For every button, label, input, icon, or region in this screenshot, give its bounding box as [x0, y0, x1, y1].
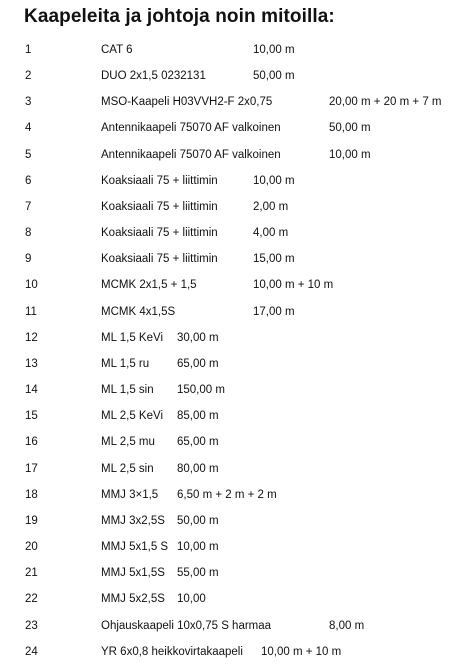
item-number: 13 [25, 358, 38, 370]
item-number: 10 [25, 279, 38, 291]
item-number: 3 [25, 96, 32, 108]
list-item [0, 512, 460, 530]
item-length: 6,50 m + 2 m + 2 m [177, 489, 277, 501]
list-item [0, 590, 460, 608]
item-number: 22 [25, 593, 38, 605]
item-length: 10,00 m [329, 149, 371, 161]
item-number: 9 [25, 253, 32, 265]
item-length: 10,00 [177, 593, 206, 605]
item-number: 14 [25, 384, 38, 396]
item-length: 2,00 m [253, 201, 289, 213]
list-item [0, 303, 460, 321]
item-name: ML 1,5 KeVi [101, 332, 164, 344]
item-length: 80,00 m [177, 463, 219, 475]
item-name: MMJ 3×1,5 [101, 489, 159, 501]
item-name: CAT 6 [101, 44, 133, 56]
item-number: 5 [25, 149, 32, 161]
item-number: 19 [25, 515, 38, 527]
list-item [0, 276, 460, 294]
item-name: MCMK 4x1,5S [101, 306, 176, 318]
list-item [0, 250, 460, 268]
item-number: 15 [25, 410, 38, 422]
item-length: 50,00 m [329, 122, 371, 134]
item-length: 50,00 m [177, 515, 219, 527]
item-length: 65,00 m [177, 436, 219, 448]
list-item [0, 172, 460, 190]
item-number: 16 [25, 436, 38, 448]
item-length: 15,00 m [253, 253, 295, 265]
item-length: 55,00 m [177, 567, 219, 579]
item-name: Koaksiaali 75 + liittimin [101, 201, 218, 213]
list-item [0, 407, 460, 425]
item-name: ML 2,5 mu [101, 436, 155, 448]
item-length: 10,00 m + 10 m [253, 279, 334, 291]
item-length: 8,00 m [329, 620, 365, 632]
item-name: MMJ 3x2,5S [101, 515, 165, 527]
item-length: 65,00 m [177, 358, 219, 370]
item-name: Antennikaapeli 75070 AF valkoinen [101, 122, 281, 134]
item-number: 7 [25, 201, 32, 213]
item-name: ML 2,5 KeVi [101, 410, 164, 422]
item-name: Koaksiaali 75 + liittimin [101, 227, 218, 239]
list-item [0, 224, 460, 242]
item-name: Koaksiaali 75 + liittimin [101, 175, 218, 187]
item-name: MCMK 2x1,5 + 1,5 [101, 279, 197, 291]
list-item [0, 460, 460, 478]
list-item [0, 433, 460, 451]
item-name: DUO 2x1,5 0232131 [101, 70, 206, 82]
item-length: 50,00 m [253, 70, 295, 82]
item-number: 24 [25, 646, 38, 658]
item-length: 10,00 m + 10 m [261, 646, 342, 658]
item-name: Antennikaapeli 75070 AF valkoinen [101, 149, 281, 161]
item-length: 30,00 m [177, 332, 219, 344]
item-length: 150,00 m [177, 384, 225, 396]
item-length: 4,00 m [253, 227, 289, 239]
list-item [0, 329, 460, 347]
list-item [0, 617, 460, 635]
item-number: 1 [25, 44, 32, 56]
item-number: 20 [25, 541, 38, 553]
item-name: ML 2,5 sin [101, 463, 154, 475]
item-number: 12 [25, 332, 38, 344]
list-item [0, 67, 460, 85]
list-item [0, 93, 460, 111]
item-length: 10,00 m [253, 175, 295, 187]
page-title: Kaapeleita ja johtoja noin mitoilla: [24, 6, 335, 27]
list-item [0, 119, 460, 137]
list-item [0, 486, 460, 504]
item-number: 21 [25, 567, 38, 579]
item-name: YR 6x0,8 heikkovirtakaapeli [101, 646, 243, 658]
item-length: 10,00 m [177, 541, 219, 553]
item-number: 4 [25, 122, 32, 134]
list-item [0, 146, 460, 164]
item-name: Koaksiaali 75 + liittimin [101, 253, 218, 265]
item-name: MSO-Kaapeli H03VVH2-F 2x0,75 [101, 96, 273, 108]
item-name: ML 1,5 ru [101, 358, 150, 370]
item-number: 2 [25, 70, 32, 82]
list-item [0, 355, 460, 373]
item-length: 20,00 m + 20 m + 7 m [329, 96, 442, 108]
list-item [0, 41, 460, 59]
item-number: 23 [25, 620, 38, 632]
item-number: 17 [25, 463, 38, 475]
item-number: 8 [25, 227, 32, 239]
list-item [0, 538, 460, 556]
item-name: MMJ 5x1,5S [101, 567, 165, 579]
item-number: 11 [25, 306, 37, 318]
item-length: 85,00 m [177, 410, 219, 422]
item-number: 18 [25, 489, 38, 501]
item-name: MMJ 5x2,5S [101, 593, 165, 605]
item-name: ML 1,5 sin [101, 384, 154, 396]
item-length: 10,00 m [253, 44, 295, 56]
item-name: Ohjauskaapeli 10x0,75 S harmaa [101, 620, 272, 632]
item-length: 17,00 m [253, 306, 295, 318]
list-item [0, 381, 460, 399]
list-item [0, 564, 460, 582]
list-item [0, 198, 460, 216]
list-item [0, 643, 460, 661]
item-name: MMJ 5x1,5 S [101, 541, 169, 553]
item-number: 6 [25, 175, 32, 187]
